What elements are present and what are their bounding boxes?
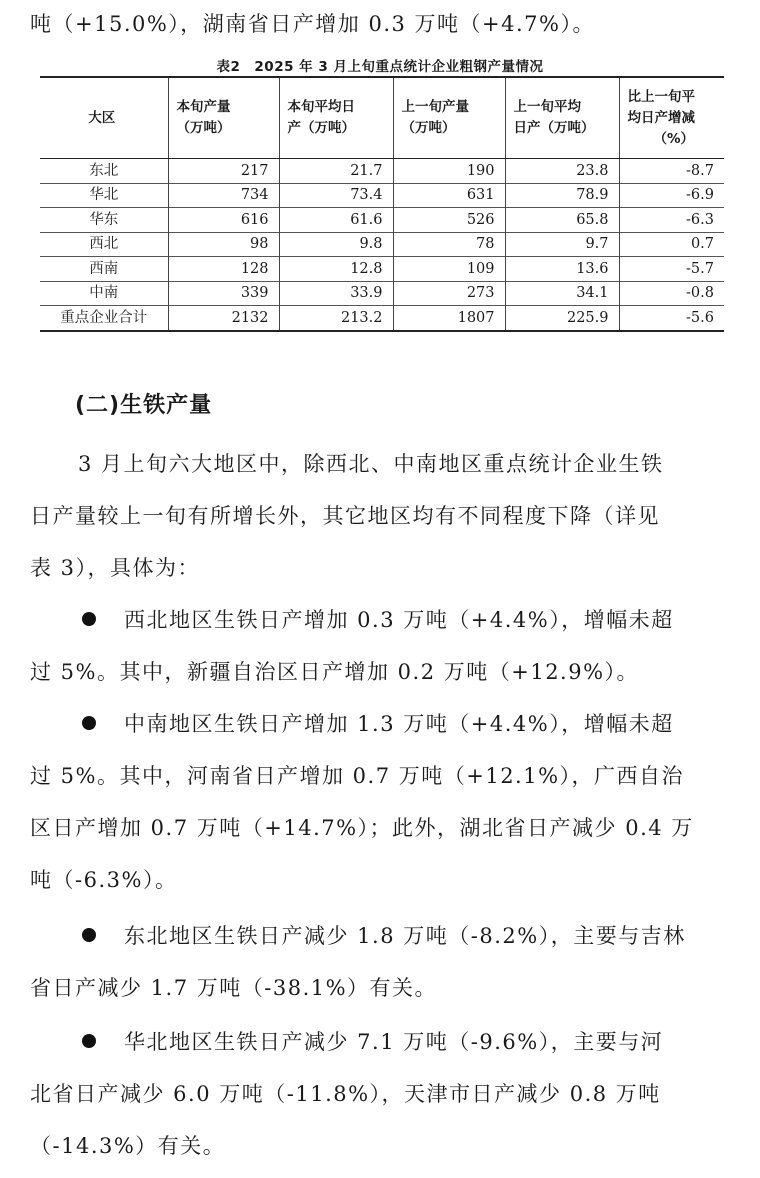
value-cell: -5.7 (619, 257, 724, 282)
value-cell: 273 (393, 281, 505, 306)
region-cell: 西南 (40, 257, 168, 282)
region-cell: 中南 (40, 281, 168, 306)
value-cell: 1807 (393, 306, 505, 331)
value-cell: 21.7 (279, 159, 393, 184)
region-cell: 华东 (40, 208, 168, 233)
value-cell: 190 (393, 159, 505, 184)
paragraph-line: 吨（-6.3%）。 (30, 868, 178, 892)
table-row (40, 159, 724, 184)
bullet-icon (82, 928, 96, 942)
paragraph-line: 北省日产减少 6.0 万吨（-11.8%），天津市日产减少 0.8 万吨 (30, 1082, 661, 1106)
value-cell: 734 (168, 183, 279, 208)
bullet-icon (82, 1034, 96, 1048)
bullet-item-northeast (30, 910, 740, 1014)
value-cell: 78 (393, 232, 505, 257)
table-row (40, 232, 724, 257)
value-cell: -6.3 (619, 208, 724, 233)
value-cell: 65.8 (505, 208, 619, 233)
region-cell: 西北 (40, 232, 168, 257)
bullet-icon (82, 716, 96, 730)
bullet-item-central-south (30, 698, 740, 906)
bullet-text: 东北地区生铁日产减少 1.8 万吨（-8.2%），主要与吉林 (124, 924, 686, 948)
header-current-daily-avg: 本旬平均日 产（万吨） (279, 77, 393, 159)
table-row (40, 208, 724, 233)
value-cell: 631 (393, 183, 505, 208)
value-cell: -5.6 (619, 306, 724, 331)
bullet-item-north-china (30, 1016, 740, 1172)
paragraph-line: （-14.3%）有关。 (30, 1134, 226, 1158)
value-cell: -6.9 (619, 183, 724, 208)
paragraph-line: 日产量较上一旬有所增长外，其它地区均有不同程度下降（详见 (30, 504, 660, 528)
paragraph-line: 过 5%。其中，河南省日产增加 0.7 万吨（+12.1%），广西自治 (30, 764, 685, 788)
value-cell: 225.9 (505, 306, 619, 331)
region-cell: 重点企业合计 (40, 306, 168, 331)
value-cell: 12.8 (279, 257, 393, 282)
paragraph-line: 过 5%。其中，新疆自治区日产增加 0.2 万吨（+12.9%）。 (30, 660, 640, 684)
value-cell: 217 (168, 159, 279, 184)
value-cell: -8.7 (619, 159, 724, 184)
table-row (40, 183, 724, 208)
value-cell: 13.6 (505, 257, 619, 282)
paragraph-line: 区日产增加 0.7 万吨（+14.7%）；此外，湖北省日产减少 0.4 万 (30, 816, 694, 840)
header-previous-output: 上一旬产量 （万吨） (393, 77, 505, 159)
value-cell: 78.9 (505, 183, 619, 208)
bullet-text: 西北地区生铁日产增加 0.3 万吨（+4.4%），增幅未超 (124, 608, 674, 632)
value-cell: 9.8 (279, 232, 393, 257)
value-cell: -0.8 (619, 281, 724, 306)
value-cell: 339 (168, 281, 279, 306)
section-title: (二)生铁产量 (75, 393, 213, 418)
value-cell: 34.1 (505, 281, 619, 306)
previous-paragraph-tail: 吨（+15.0%），湖南省日产增加 0.3 万吨（+4.7%）。 (30, 12, 596, 36)
value-cell: 9.7 (505, 232, 619, 257)
value-cell: 213.2 (279, 306, 393, 331)
region-cell: 东北 (89, 162, 119, 179)
value-cell: 0.7 (619, 232, 724, 257)
value-cell: 98 (168, 232, 279, 257)
value-cell: 33.9 (279, 281, 393, 306)
value-cell: 616 (168, 208, 279, 233)
bullet-text: 中南地区生铁日产增加 1.3 万吨（+4.4%），增幅未超 (124, 712, 674, 736)
value-cell: 128 (168, 257, 279, 282)
header-change-pct: 比上一旬平 均日产增减 （%） (619, 77, 724, 159)
value-cell: 2132 (168, 306, 279, 331)
table-caption: 表2 2025 年 3 月上旬重点统计企业粗钢产量情况 (216, 59, 544, 75)
paragraph-line: 省日产减少 1.7 万吨（-38.1%）有关。 (30, 976, 438, 1000)
value-cell: 109 (393, 257, 505, 282)
table-row (40, 257, 724, 282)
value-cell: 61.6 (279, 208, 393, 233)
value-cell: 23.8 (505, 159, 619, 184)
bullet-item-northwest (30, 594, 740, 698)
region-cell: 华北 (40, 183, 168, 208)
bullet-icon (82, 612, 96, 626)
header-region: 大区 (40, 77, 168, 159)
bullet-text: 华北地区生铁日产减少 7.1 万吨（-9.6%），主要与河 (124, 1030, 664, 1054)
intro-paragraph (30, 438, 740, 594)
crude-steel-output-table (40, 76, 724, 332)
value-cell: 73.4 (279, 183, 393, 208)
table-row (40, 281, 724, 306)
paragraph-line: 3 月上旬六大地区中，除西北、中南地区重点统计企业生铁 (78, 452, 664, 476)
value-cell: 526 (393, 208, 505, 233)
header-previous-daily-avg: 上一旬平均 日产（万吨） (505, 77, 619, 159)
paragraph-line: 表 3），具体为： (30, 556, 201, 580)
table-total-row (40, 306, 724, 331)
table-header-row (40, 77, 724, 159)
header-current-output: 本旬产量 （万吨） (168, 77, 279, 159)
